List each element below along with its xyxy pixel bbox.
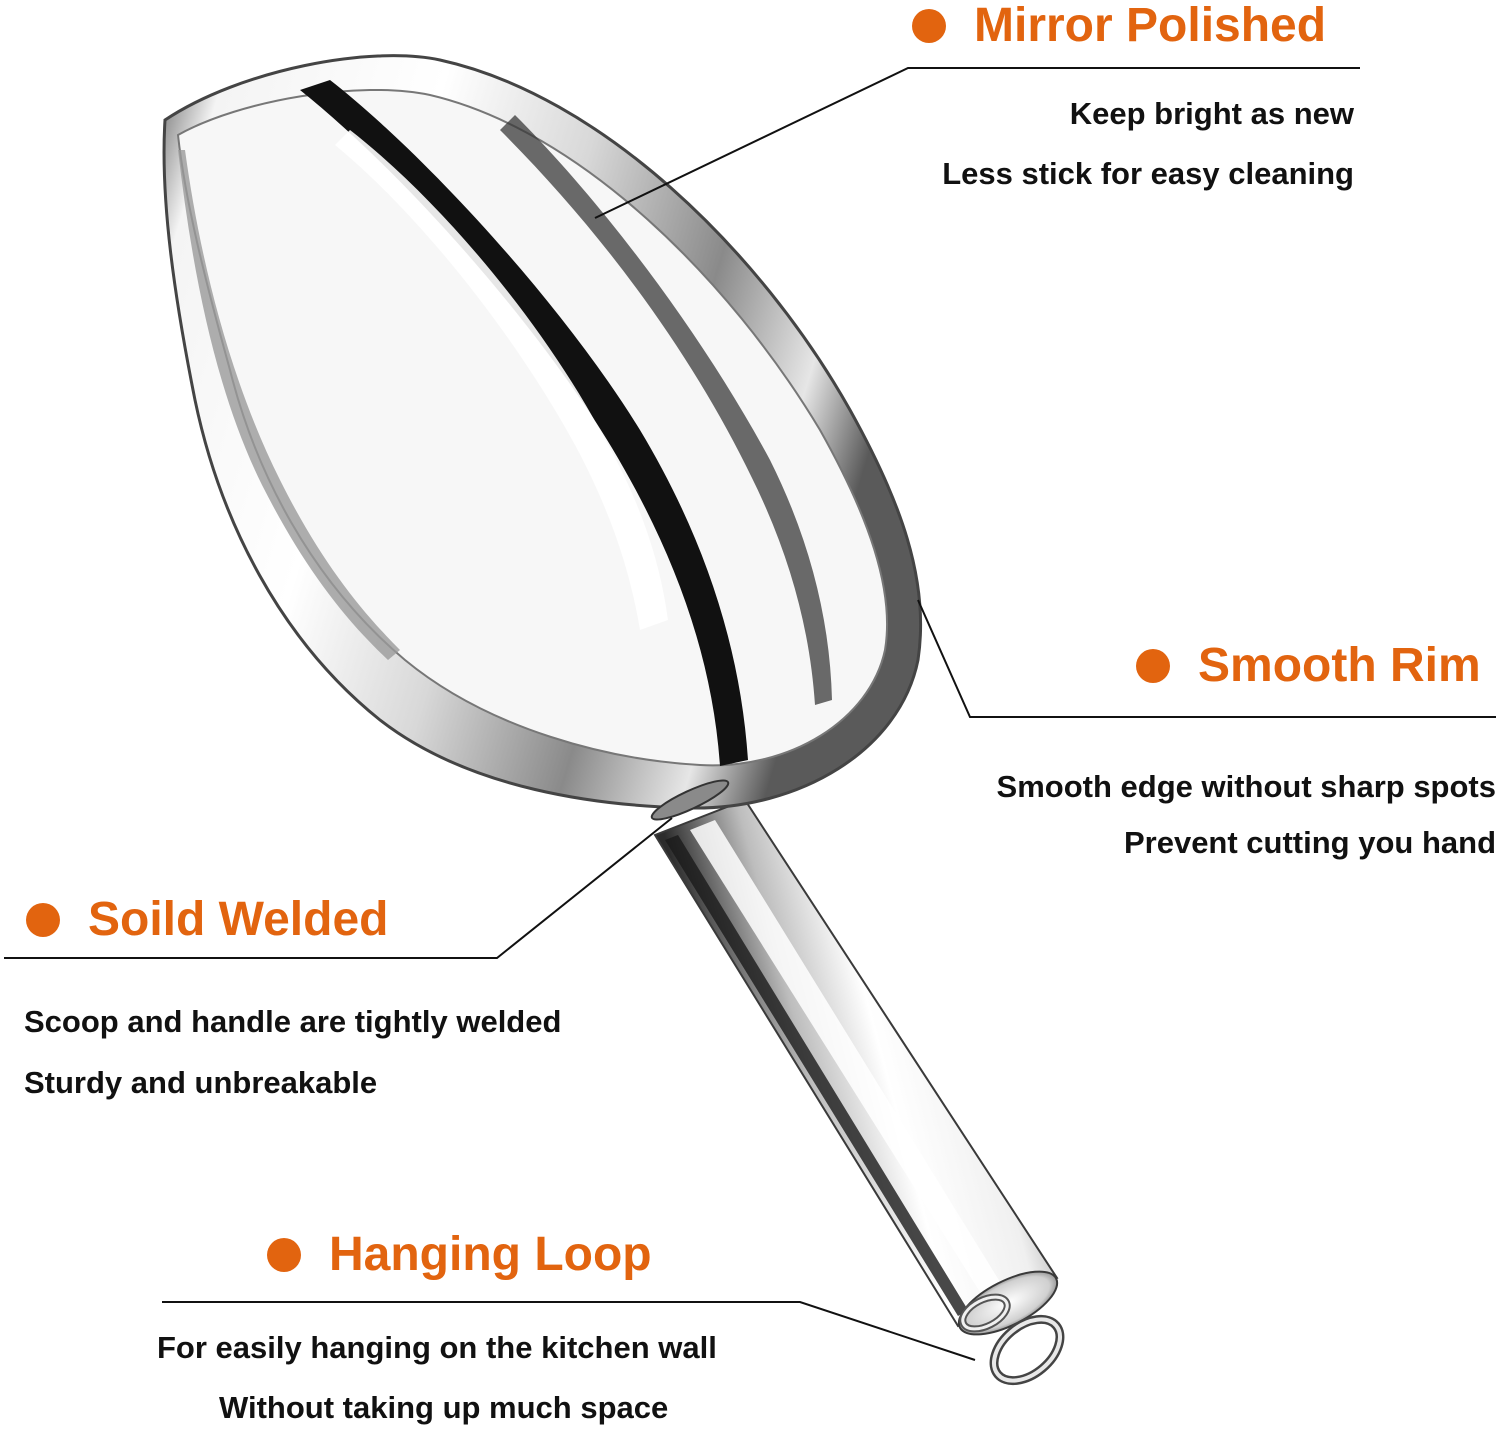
mirror-polished-line-1: Keep bright as new	[1069, 96, 1354, 131]
handle-highlight	[690, 820, 1005, 1300]
mirror-polished-line-2: Less stick for easy cleaning	[942, 156, 1354, 191]
bullet-dot-icon	[912, 9, 946, 43]
hanging-loop-heading	[267, 1228, 652, 1281]
hanging-loop-title: Hanging Loop	[329, 1228, 652, 1281]
solid-welded-title: Soild Welded	[88, 893, 389, 946]
bullet-dot-icon	[267, 1238, 301, 1272]
scoop-inner	[178, 90, 887, 765]
mirror-polished-heading	[912, 2, 1326, 50]
smooth-rim-line-2: Prevent cutting you hand	[1123, 825, 1496, 860]
solid-welded-heading	[26, 893, 389, 946]
hanging-loop-line-2: Without taking up much space	[219, 1390, 669, 1425]
bullet-dot-icon	[1136, 649, 1170, 683]
hanging-loop-line-1: For easily hanging on the kitchen wall	[157, 1330, 717, 1365]
smooth-rim-heading	[1136, 639, 1481, 692]
smooth-rim-title: Smooth Rim	[1198, 639, 1481, 692]
mirror-polished-title: Mirror Polished	[974, 0, 1327, 52]
solid-welded-line-1: Scoop and handle are tightly welded	[24, 1004, 562, 1039]
solid-welded-line-2: Sturdy and unbreakable	[24, 1065, 378, 1100]
bullet-dot-icon	[26, 903, 60, 937]
smooth-rim-line-1: Smooth edge without sharp spots	[996, 769, 1496, 804]
mirror-polished-leader	[595, 68, 1360, 218]
